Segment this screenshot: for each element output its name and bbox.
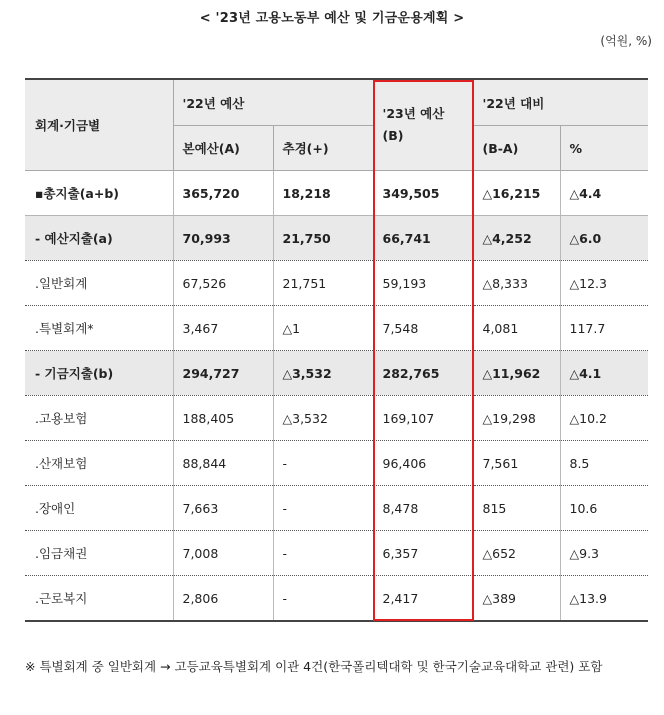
table-row (25, 351, 648, 396)
cell-original: 67,526 (173, 261, 273, 306)
cell-diff: △4,252 (473, 216, 560, 261)
header-category: 회계·기금별 (25, 79, 173, 171)
cell-original: 7,663 (173, 486, 273, 531)
cell-diff: △19,298 (473, 396, 560, 441)
table-body (25, 171, 648, 622)
cell-b23: 6,357 (373, 531, 473, 576)
cell-pct: △4.4 (560, 171, 648, 216)
cell-diff: △8,333 (473, 261, 560, 306)
cell-b23: 96,406 (373, 441, 473, 486)
header-diff: (B-A) (473, 126, 560, 171)
cell-b23: 169,107 (373, 396, 473, 441)
table-row (25, 486, 648, 531)
table-row (25, 261, 648, 306)
cell-pct: 10.6 (560, 486, 648, 531)
cell-supp: △3,532 (273, 396, 373, 441)
cell-diff: 815 (473, 486, 560, 531)
cell-label: .임금채권 (25, 531, 173, 576)
table-row (25, 396, 648, 441)
cell-pct: △10.2 (560, 396, 648, 441)
cell-supp: △1 (273, 306, 373, 351)
cell-label: .장애인 (25, 486, 173, 531)
cell-supp: - (273, 486, 373, 531)
cell-original: 294,727 (173, 351, 273, 396)
cell-pct: △4.1 (560, 351, 648, 396)
cell-b23: 59,193 (373, 261, 473, 306)
cell-supp: 21,750 (273, 216, 373, 261)
cell-b23: 66,741 (373, 216, 473, 261)
cell-b23: 2,417 (373, 576, 473, 622)
cell-supp: 18,218 (273, 171, 373, 216)
header-budget22: '22년 예산 (173, 79, 373, 126)
unit-label: (억원, %) (600, 34, 652, 48)
cell-original: 2,806 (173, 576, 273, 622)
page-title: < '23년 고용노동부 예산 및 기금운용계획 > (199, 11, 465, 26)
cell-supp: △3,532 (273, 351, 373, 396)
cell-pct: △12.3 (560, 261, 648, 306)
header-budget23-line1: '23년 예산 (382, 106, 445, 121)
cell-original: 365,720 (173, 171, 273, 216)
cell-diff: △16,215 (473, 171, 560, 216)
cell-label: ▪총지출(a+b) (25, 171, 173, 216)
cell-original: 70,993 (173, 216, 273, 261)
cell-pct: △13.9 (560, 576, 648, 622)
cell-diff: 4,081 (473, 306, 560, 351)
table-row (25, 171, 648, 216)
cell-diff: △652 (473, 531, 560, 576)
cell-original: 3,467 (173, 306, 273, 351)
cell-original: 188,405 (173, 396, 273, 441)
cell-pct: 117.7 (560, 306, 648, 351)
cell-label: - 기금지출(b) (25, 351, 173, 396)
cell-b23: 8,478 (373, 486, 473, 531)
cell-label: .일반회계 (25, 261, 173, 306)
table-row (25, 576, 648, 622)
cell-label: .특별회계* (25, 306, 173, 351)
cell-original: 88,844 (173, 441, 273, 486)
cell-diff: △11,962 (473, 351, 560, 396)
cell-supp: - (273, 441, 373, 486)
table-row (25, 216, 648, 261)
header-vs22: '22년 대비 (473, 79, 648, 126)
cell-label: .고용보험 (25, 396, 173, 441)
cell-supp: 21,751 (273, 261, 373, 306)
cell-original: 7,008 (173, 531, 273, 576)
budget-table (25, 78, 648, 622)
cell-diff: △389 (473, 576, 560, 622)
cell-pct: △6.0 (560, 216, 648, 261)
header-pct: % (560, 126, 648, 171)
cell-label: .산재보험 (25, 441, 173, 486)
cell-diff: 7,561 (473, 441, 560, 486)
header-budget23 (373, 79, 473, 171)
cell-pct: △9.3 (560, 531, 648, 576)
table-row (25, 531, 648, 576)
footnote: ※ 특별회계 중 일반회계 → 고등교육특별회계 이관 4건(한국폴리텍대학 및 한국기술교육대학교 관련) 포함 (25, 659, 603, 674)
cell-supp: - (273, 531, 373, 576)
cell-label: .근로복지 (25, 576, 173, 622)
header-original: 본예산(A) (173, 126, 273, 171)
cell-supp: - (273, 576, 373, 622)
header-supplementary: 추경(+) (273, 126, 373, 171)
cell-b23: 282,765 (373, 351, 473, 396)
cell-pct: 8.5 (560, 441, 648, 486)
table-row (25, 306, 648, 351)
cell-b23: 349,505 (373, 171, 473, 216)
header-budget23-line2: (B) (382, 128, 404, 143)
cell-label: - 예산지출(a) (25, 216, 173, 261)
cell-b23: 7,548 (373, 306, 473, 351)
table-row (25, 441, 648, 486)
